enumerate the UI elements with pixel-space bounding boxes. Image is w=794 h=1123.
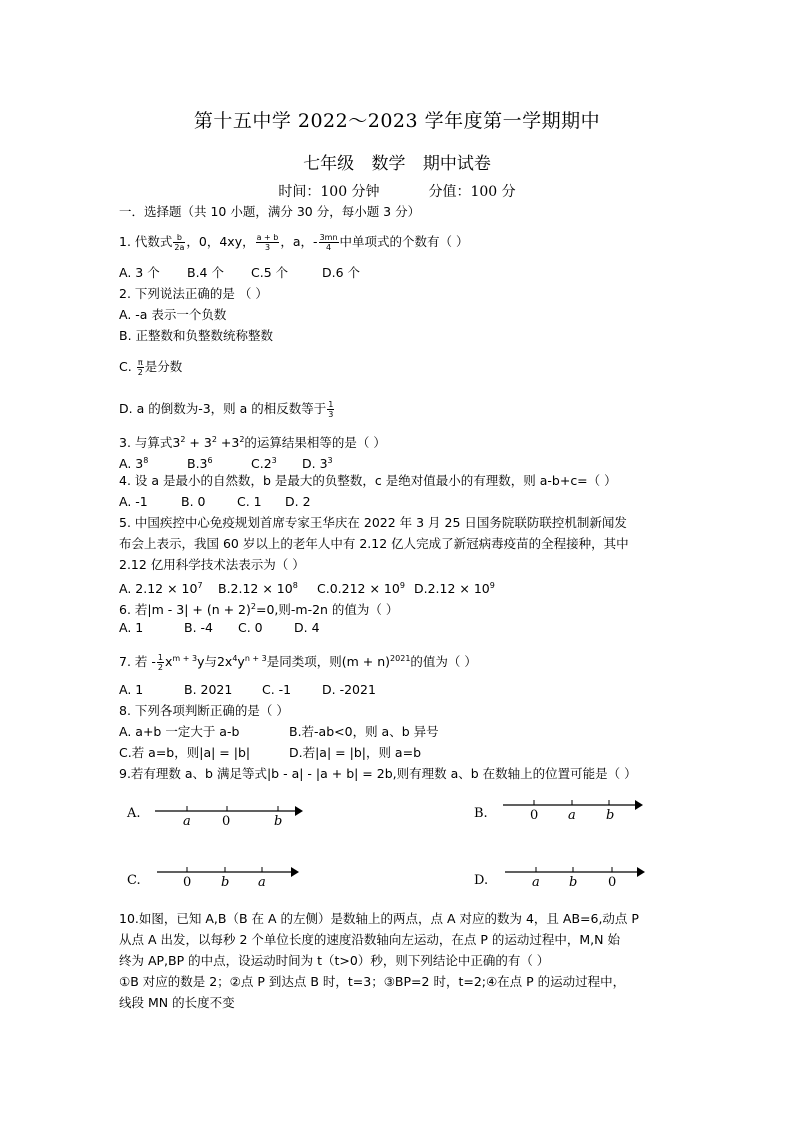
q6-option-b: B. -4 (184, 620, 213, 635)
q5-line-3: 2.12 亿用科学技术法表示为（ ） (119, 557, 305, 572)
q6-option-d: D. 4 (294, 620, 320, 635)
q5-option-a: A. $2.12 \times 10^7$ (119, 581, 203, 597)
numberline-d-axis (505, 864, 655, 884)
q3-option-b: $B.3^6$ (187, 456, 213, 472)
exam-time: 时间：100 分钟 (278, 184, 380, 200)
q4-option-b: B. 0 (181, 494, 206, 509)
numberline-d-label: D. (474, 873, 489, 888)
numberline-b-label: B. (474, 806, 488, 821)
numberline-c-label: C. (127, 873, 141, 888)
numberline-c-axis (157, 864, 307, 884)
q10-line-2: 从点 A 出发，以每秒 2 个单位长度的速度沿数轴向左运动，在点 P 的运动过程中，M,N 始 (119, 932, 620, 947)
q2-option-c: C. $\frac{\pi}{2}$ 是分数 (119, 358, 183, 377)
q7-option-b: B. 2021 (184, 682, 233, 697)
q1-option-a: A. 3 个 (119, 265, 160, 280)
q8-stem: 8. 下列各项判断正确的是（ ） (119, 703, 289, 718)
numberline-b-tick-1: 0 (530, 808, 539, 823)
q8-option-d: D.若|a| = |b|，则 a=b (289, 745, 422, 760)
q9-stem: 9.若有理数 a、b 满足等式|b - a| - |a + b| = 2b,则有理数 a、b 在数轴上的位置可能是（ ） (119, 766, 637, 781)
q6-option-a: A. 1 (119, 620, 144, 635)
q4-options (119, 493, 311, 511)
q2-option-d: D. a 的倒数为-3，则 a 的相反数等于 $\frac{1}{3}$ (119, 400, 334, 419)
numberline-c-tick-1: 0 (183, 875, 192, 890)
exam-score: 分值：100 分 (428, 184, 516, 200)
q1-option-d: D.6 个 (322, 265, 361, 280)
q1-frac-2: $\frac{a + b}{3}$ (256, 233, 279, 252)
q8-option-b: B.若-ab<0，则 a、b 异号 (289, 724, 439, 739)
q4-option-c: C. 1 (237, 494, 262, 509)
q4-stem: 4. 设 a 是最小的自然数，b 是最大的负整数，c 是绝对值最小的有理数，则 a-b+c=（ ） (119, 473, 617, 488)
q3-options (119, 452, 333, 473)
q6-options (119, 619, 320, 637)
numberline-c-tick-2: b (221, 875, 230, 890)
q7-option-c: C. -1 (262, 682, 292, 697)
q2-option-b: B. 正整数和负整数统称整数 (119, 328, 274, 343)
q4-option-d: D. 2 (285, 494, 311, 509)
q7-option-d: D. -2021 (322, 682, 376, 697)
exam-title: 第十五中学 2022～2023 学年度第一学期期中 (193, 110, 601, 132)
q10-line-1: 10.如图，已知 A,B（B 在 A 的左侧）是数轴上的两点，点 A 对应的数为 4，且 AB=6,动点 P (119, 911, 639, 926)
q3-option-c: $C.2^3$ (251, 456, 277, 472)
numberline-b-tick-3: b (606, 808, 615, 823)
q8-option-a: A. a+b 一定大于 a-b (119, 724, 240, 739)
q1-stem: 1. 代数式 $\frac{b}{2a}$ ，0，4xy， $\frac{a + b}{3}$ ，a，- $\frac{3mn}{4}$ 中单项式的个数有（ ） (119, 233, 469, 252)
numberline-c-tick-3: a (258, 875, 266, 890)
q3-option-a: A. $3^8$ (119, 456, 149, 472)
q5-option-c: $C.0.212 \times 10^9$ (317, 581, 405, 597)
q2-stem: 2. 下列说法正确的是 （ ） (119, 286, 268, 301)
q10-line-3: 终为 AP,BP 的中点，设运动时间为 t（t>0）秒，则下列结论中正确的有（ ） (119, 953, 550, 968)
exam-meta (0, 181, 794, 201)
numberline-b-axis (503, 797, 653, 817)
numberline-a-label: A. (127, 806, 141, 821)
q1-frac-3: $\frac{3mn}{4}$ (319, 233, 338, 252)
q10-line-5: 线段 MN 的长度不变 (119, 995, 235, 1010)
numberline-a-tick-1: a (183, 814, 191, 829)
q7-option-a: A. 1 (119, 682, 144, 697)
q5-options (119, 577, 495, 598)
q2-d-frac: $\frac{1}{3}$ (328, 400, 334, 419)
q7-frac: $\frac{1}{2}$ (157, 653, 163, 673)
q2-c-frac: $\frac{\pi}{2}$ (137, 358, 143, 377)
numberline-d-tick-3: 0 (608, 875, 617, 890)
numberline-b-tick-2: a (568, 808, 576, 823)
numberline-d-tick-2: b (569, 875, 578, 890)
q5-line-1: 5. 中国疾控中心免疫规划首席专家王华庆在 2022 年 3 月 25 日国务院联防联控机制新闻发 (119, 515, 627, 530)
q5-line-2: 布会上表示，我国 60 岁以上的老年人中有 2.12 亿人完成了新冠病毒疫苗的全程接种，其中 (119, 536, 629, 551)
q8-options-ab (119, 723, 439, 741)
numberline-d-tick-1: a (532, 875, 540, 890)
q1-option-b: B.4 个 (187, 265, 224, 280)
q1-frac-1: $\frac{b}{2a}$ (174, 233, 185, 252)
exam-subtitle: 七年级 数学 期中试卷 (303, 154, 491, 174)
q8-option-c: C.若 a=b，则|a| = |b| (119, 745, 251, 760)
q3-stem: 3. 与算式$3^2 + 3^2 +3^2$的运算结果相等的是（ ） (119, 435, 386, 451)
q7-stem: 7. 若 - $\frac{1}{2}$ $x^{m + 3}y$与$2x^4y^{n + 3}$是同类项，则$(m + n)^{2021}$的值为（ ） (119, 653, 477, 673)
q6-stem: 6. 若$|m - 3| + (n + 2)^2=0$,则-m-2n 的值为（ ） (119, 602, 399, 618)
q3-option-d: D. $3^3$ (302, 456, 333, 472)
q5-option-d: $D.2.12 \times 10^9$ (414, 581, 495, 597)
q2-option-a: A. -a 表示一个负数 (119, 307, 227, 322)
q7-options (119, 681, 376, 699)
q1-options (119, 264, 360, 282)
q4-option-a: A. -1 (119, 494, 148, 509)
numberline-a-tick-3: b (274, 814, 283, 829)
q8-options-cd (119, 744, 421, 762)
q6-option-c: C. 0 (238, 620, 263, 635)
q5-option-b: $B.2.12 \times 10^8$ (218, 581, 298, 597)
q10-line-4: ①B 对应的数是 2；②点 P 到达点 B 时，t=3；③BP=2 时，t=2;④在点 P 的运动过程中， (119, 974, 626, 989)
section-heading: 一．选择题（共 10 小题，满分 30 分，每小题 3 分） (119, 204, 421, 219)
numberline-a-tick-2: 0 (222, 814, 231, 829)
q1-option-c: C.5 个 (251, 265, 289, 280)
